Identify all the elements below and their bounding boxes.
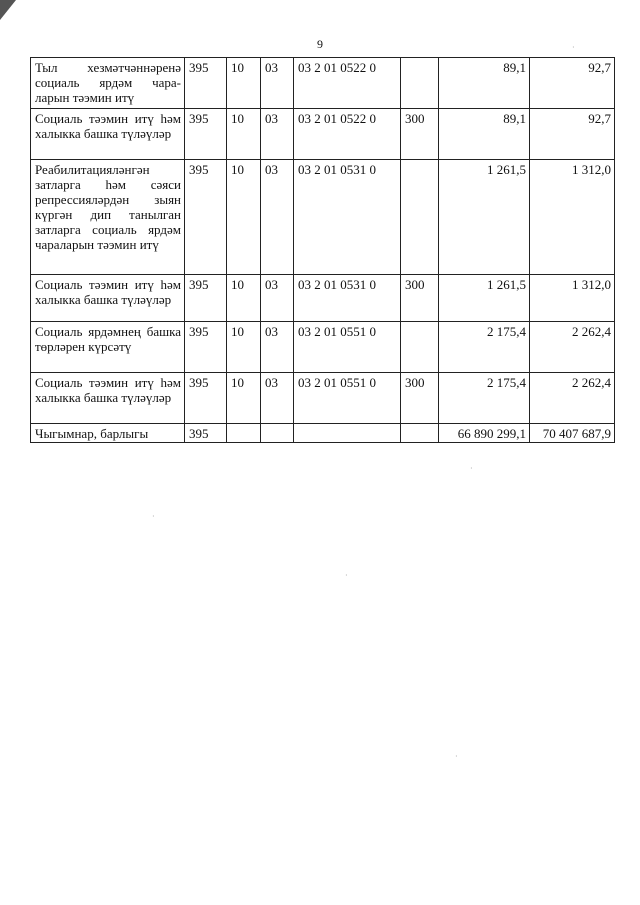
amount-year2-cell: 92,7: [530, 58, 615, 109]
scan-speck: ·: [152, 512, 155, 521]
subsection-code-cell: 03: [261, 373, 294, 424]
target-article-cell: 03 2 01 0522 0: [294, 58, 401, 109]
section-code-cell: 10: [227, 322, 261, 373]
expense-type-cell: [401, 424, 439, 443]
section-code-cell: 10: [227, 275, 261, 322]
expense-type-cell: 300: [401, 275, 439, 322]
page-number: 9: [317, 37, 323, 51]
subsection-code-cell: 03: [261, 322, 294, 373]
amount-year1-cell: 2 175,4: [439, 322, 530, 373]
target-article-cell: 03 2 01 0531 0: [294, 160, 401, 275]
amount-year1-cell: 1 261,5: [439, 275, 530, 322]
ministry-code-cell: 395: [185, 160, 227, 275]
subsection-code-cell: 03: [261, 58, 294, 109]
row-name-cell: Социаль ярдәмнең башка төрләрен күрсәтү: [31, 322, 185, 373]
scan-corner-mark: [0, 0, 16, 20]
amount-year2-cell: 92,7: [530, 109, 615, 160]
target-article-cell: 03 2 01 0551 0: [294, 373, 401, 424]
row-name-cell: Тыл хезмәтчәннәренә социаль ярдәм чара-ларын тәэмин итү: [31, 58, 185, 109]
row-name-cell: Социаль тәэмин итү һәм халыкка башка түләүләр: [31, 109, 185, 160]
section-code-cell: 10: [227, 109, 261, 160]
scan-speck: ·: [345, 571, 348, 580]
row-name-cell: Социаль тәэмин итү һәм халыкка башка түләүләр: [31, 373, 185, 424]
row-name-cell: Чыгымнар, барлыгы: [31, 424, 185, 443]
expense-type-cell: 300: [401, 373, 439, 424]
section-code-cell: [227, 424, 261, 443]
target-article-cell: 03 2 01 0551 0: [294, 322, 401, 373]
expense-type-cell: 300: [401, 109, 439, 160]
expense-type-cell: [401, 58, 439, 109]
budget-table: [30, 57, 615, 443]
section-code-cell: 10: [227, 373, 261, 424]
amount-year1-cell: 2 175,4: [439, 373, 530, 424]
subsection-code-cell: [261, 424, 294, 443]
table-row: [31, 322, 615, 373]
ministry-code-cell: 395: [185, 58, 227, 109]
row-name-cell: Социаль тәэмин итү һәм халыкка башка түләүләр: [31, 275, 185, 322]
target-article-cell: 03 2 01 0531 0: [294, 275, 401, 322]
expense-type-cell: [401, 160, 439, 275]
amount-year2-cell: 70 407 687,9: [530, 424, 615, 443]
subsection-code-cell: 03: [261, 109, 294, 160]
ministry-code-cell: 395: [185, 373, 227, 424]
table-row: [31, 58, 615, 109]
section-code-cell: 10: [227, 58, 261, 109]
ministry-code-cell: 395: [185, 109, 227, 160]
amount-year1-cell: 66 890 299,1: [439, 424, 530, 443]
scan-speck: ·: [455, 752, 458, 761]
subsection-code-cell: 03: [261, 275, 294, 322]
table-row: [31, 275, 615, 322]
subsection-code-cell: 03: [261, 160, 294, 275]
table-row: [31, 373, 615, 424]
amount-year1-cell: 89,1: [439, 109, 530, 160]
section-code-cell: 10: [227, 160, 261, 275]
table-body: [31, 58, 615, 443]
row-name-cell: Реабилитацияләнгән затларга һәм сәяси репрессияләрдән зыян күргән дип танылган затларга социаль ярдәм чараларын тәэмин итү: [31, 160, 185, 275]
expense-type-cell: [401, 322, 439, 373]
target-article-cell: 03 2 01 0522 0: [294, 109, 401, 160]
scan-speck: ·: [470, 464, 473, 473]
target-article-cell: [294, 424, 401, 443]
scan-speck: ·: [572, 43, 575, 52]
ministry-code-cell: 395: [185, 424, 227, 443]
ministry-code-cell: 395: [185, 322, 227, 373]
amount-year2-cell: 1 312,0: [530, 160, 615, 275]
amount-year2-cell: 2 262,4: [530, 322, 615, 373]
amount-year2-cell: 1 312,0: [530, 275, 615, 322]
ministry-code-cell: 395: [185, 275, 227, 322]
table-row: [31, 160, 615, 275]
amount-year2-cell: 2 262,4: [530, 373, 615, 424]
amount-year1-cell: 89,1: [439, 58, 530, 109]
table-row: [31, 424, 615, 443]
table-row: [31, 109, 615, 160]
amount-year1-cell: 1 261,5: [439, 160, 530, 275]
